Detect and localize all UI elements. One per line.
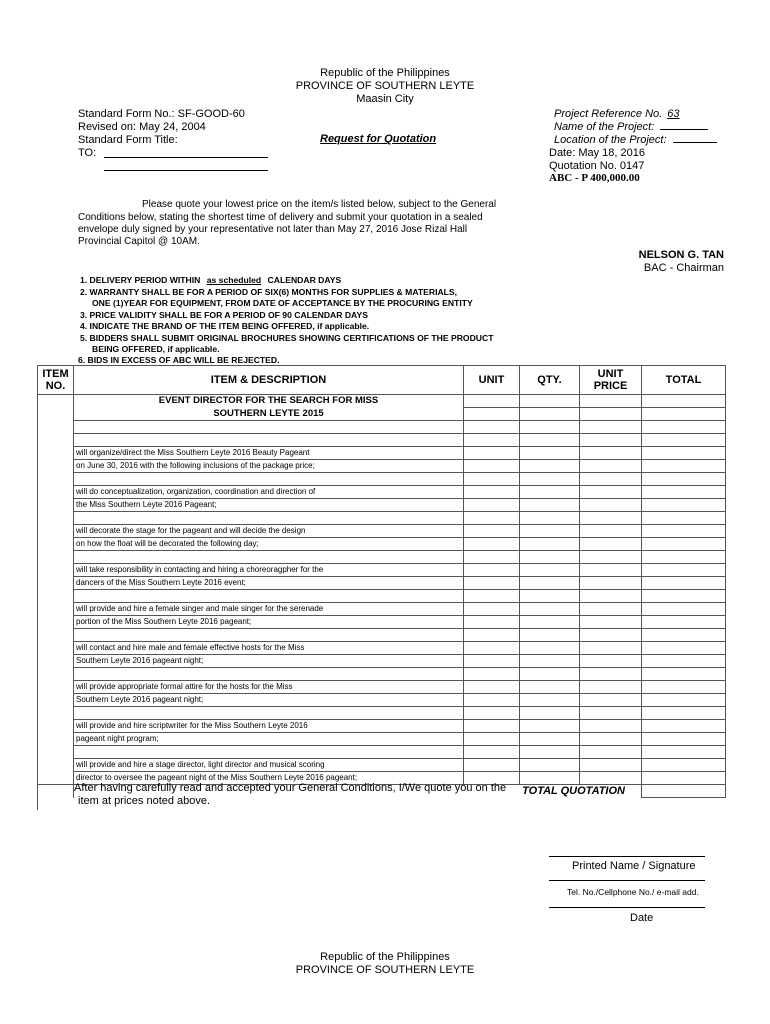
header-city: Maasin City <box>356 93 414 105</box>
project-name-label: Name of the Project: <box>554 121 655 133</box>
instructions-line-1: Please quote your lowest price on the item/s listed below, subject to the General <box>142 199 497 210</box>
contact-label: Tel. No./Cellphone No./ e-mail add. <box>567 887 699 897</box>
project-location <box>554 134 717 146</box>
total-quotation-label: TOTAL QUOTATION <box>74 785 642 798</box>
table-header-row <box>38 366 726 395</box>
quotation-no: Quotation No. 0147 <box>549 160 645 172</box>
table-row <box>38 681 726 694</box>
table-row <box>38 655 726 668</box>
contact-line <box>549 880 705 881</box>
table-row <box>38 564 726 577</box>
table-row <box>38 590 726 603</box>
item-title-2: SOUTHERN LEYTE 2015 <box>74 408 464 421</box>
item-description-line: dancers of the Miss Southern Leyte 2016 event; <box>74 577 464 590</box>
closing-line-1: After having carefully read and accepted your General Conditions, I/We quote you on the <box>74 782 507 794</box>
table-row <box>38 499 726 512</box>
condition-5b: BEING OFFERED, if applicable. <box>92 344 220 354</box>
table-row <box>38 460 726 473</box>
condition-4: 4. INDICATE THE BRAND OF THE ITEM BEING OFFERED, if applicable. <box>80 321 370 331</box>
item-description-line: will do conceptualization, organization, coordination and direction of <box>74 486 464 499</box>
closing-line-2: item at prices noted above. <box>78 795 211 807</box>
item-description-line <box>74 512 464 525</box>
item-description-line <box>74 434 464 447</box>
header-description: ITEM & DESCRIPTION <box>74 366 464 395</box>
footer-republic: Republic of the Philippines <box>320 951 450 963</box>
footer-province: PROVINCE OF SOUTHERN LEYTE <box>295 964 475 976</box>
condition-1-prefix: 1. DELIVERY PERIOD WITHIN <box>80 275 203 285</box>
to-line-1 <box>104 145 268 158</box>
item-description-line <box>74 629 464 642</box>
table-row <box>38 486 726 499</box>
project-name <box>554 121 708 133</box>
closing-left-border <box>37 768 38 810</box>
item-description-line: pageant night program; <box>74 733 464 746</box>
condition-1 <box>80 275 341 287</box>
item-description-line: will contact and hire male and female effective hosts for the Miss <box>74 642 464 655</box>
header-republic: Republic of the Philippines <box>320 67 450 79</box>
item-description-line <box>74 668 464 681</box>
item-description-line: will provide and hire scriptwriter for the Miss Southern Leyte 2016 <box>74 720 464 733</box>
header-item-no: ITEM NO. <box>38 366 74 395</box>
header-total: TOTAL <box>642 366 726 395</box>
revised-on: Revised on: May 24, 2004 <box>78 121 206 133</box>
table-row <box>38 746 726 759</box>
table-row <box>38 447 726 460</box>
items-table <box>37 365 726 798</box>
item-description-line: will organize/direct the Miss Southern Leyte 2016 Beauty Pageant <box>74 447 464 460</box>
header-province: PROVINCE OF SOUTHERN LEYTE <box>295 80 475 92</box>
table-row <box>38 408 726 421</box>
item-description-line: on June 30, 2016 with the following inclusions of the package price; <box>74 460 464 473</box>
item-description-line <box>74 707 464 720</box>
item-description-line: will provide and hire a stage director, light director and musical scoring <box>74 759 464 772</box>
total-quotation-value <box>642 785 726 798</box>
project-date: Date: May 18, 2016 <box>549 147 646 159</box>
table-row <box>38 551 726 564</box>
header-qty: QTY. <box>520 366 580 395</box>
table-row <box>38 525 726 538</box>
item-description-line <box>74 551 464 564</box>
item-title-1: EVENT DIRECTOR FOR THE SEARCH FOR MISS <box>74 395 464 408</box>
item-description-line <box>74 746 464 759</box>
instructions-line-4: Provincial Capitol @ 10AM. <box>78 236 200 247</box>
item-description-line <box>74 590 464 603</box>
item-description-line <box>74 421 464 434</box>
project-reference <box>554 108 680 120</box>
printed-name-label: Printed Name / Signature <box>572 860 696 872</box>
project-reference-value: 63 <box>667 108 680 120</box>
item-description-line: will decorate the stage for the pageant and will decide the design <box>74 525 464 538</box>
item-description-line: will provide appropriate formal attire for the hosts for the Miss <box>74 681 464 694</box>
condition-5a: 5. BIDDERS SHALL SUBMIT ORIGINAL BROCHURES SHOWING CERTIFICATIONS OF THE PRODUCT <box>80 333 494 343</box>
table-row <box>38 733 726 746</box>
table-row <box>38 538 726 551</box>
standard-form-title: Standard Form Title: <box>78 134 178 146</box>
instructions-line-3: envelope duly signed by your representative not later than May 27, 2016 Jose Rizal Hall <box>78 224 468 235</box>
date-label: Date <box>630 912 654 924</box>
instructions-line-2: Conditions below, stating the shortest time of delivery and submit your quotation in a sealed <box>78 212 483 223</box>
signatory-name: NELSON G. TAN <box>638 249 724 261</box>
date-line <box>549 907 705 908</box>
table-row <box>38 512 726 525</box>
condition-2b: ONE (1)YEAR FOR EQUIPMENT, FROM DATE OF ACCEPTANCE BY THE PROCURING ENTITY <box>92 298 473 308</box>
item-description-line: the Miss Southern Leyte 2016 Pageant; <box>74 499 464 512</box>
signatory-title: BAC - Chairman <box>643 262 724 274</box>
table-row <box>38 694 726 707</box>
condition-1-value: as scheduled <box>206 275 262 285</box>
item-description-line: will provide and hire a female singer and male singer for the serenade <box>74 603 464 616</box>
item-description-line: Southern Leyte 2016 pageant night; <box>74 655 464 668</box>
abc-amount: ABC - P 400,000.00 <box>549 172 640 184</box>
project-location-line <box>673 142 717 143</box>
to-line-2 <box>104 158 268 171</box>
to-label: TO: <box>78 147 97 159</box>
condition-1-suffix: CALENDAR DAYS <box>265 275 342 285</box>
condition-6: 6. BIDS IN EXCESS OF ABC WILL BE REJECTED. <box>78 355 280 365</box>
project-reference-label: Project Reference No. <box>554 108 663 120</box>
item-description-line: will take responsibility in contacting and hiring a choreoragpher for the <box>74 564 464 577</box>
item-description-line <box>74 473 464 486</box>
table-row <box>38 707 726 720</box>
table-row <box>38 603 726 616</box>
condition-2a: 2. WARRANTY SHALL BE FOR A PERIOD OF SIX(6) MONTHS FOR SUPPLIES & MATERIALS, <box>80 287 458 297</box>
item-description-line: on how the float will be decorated the following day; <box>74 538 464 551</box>
item-description-line: portion of the Miss Southern Leyte 2016 pageant; <box>74 616 464 629</box>
table-row <box>38 759 726 772</box>
table-row <box>38 668 726 681</box>
table-row <box>38 395 726 408</box>
table-row <box>38 642 726 655</box>
form-title: Request for Quotation <box>320 133 437 145</box>
table-row <box>38 421 726 434</box>
table-row <box>38 434 726 447</box>
header-unit-price: UNIT PRICE <box>580 366 642 395</box>
project-location-label: Location of the Project: <box>554 134 667 146</box>
printed-name-line <box>549 856 705 857</box>
header-unit: UNIT <box>464 366 520 395</box>
standard-form-no: Standard Form No.: SF-GOOD-60 <box>78 108 245 120</box>
item-description-line: Southern Leyte 2016 pageant night; <box>74 694 464 707</box>
item-description-line: director to oversee the pageant night of the Miss Southern Leyte 2016 pageant; <box>74 772 464 785</box>
condition-3: 3. PRICE VALIDITY SHALL BE FOR A PERIOD OF 90 CALENDAR DAYS <box>80 310 368 320</box>
table-row <box>38 616 726 629</box>
table-row <box>38 577 726 590</box>
table-row <box>38 473 726 486</box>
table-row <box>38 629 726 642</box>
table-row <box>38 720 726 733</box>
project-name-line <box>660 129 708 130</box>
